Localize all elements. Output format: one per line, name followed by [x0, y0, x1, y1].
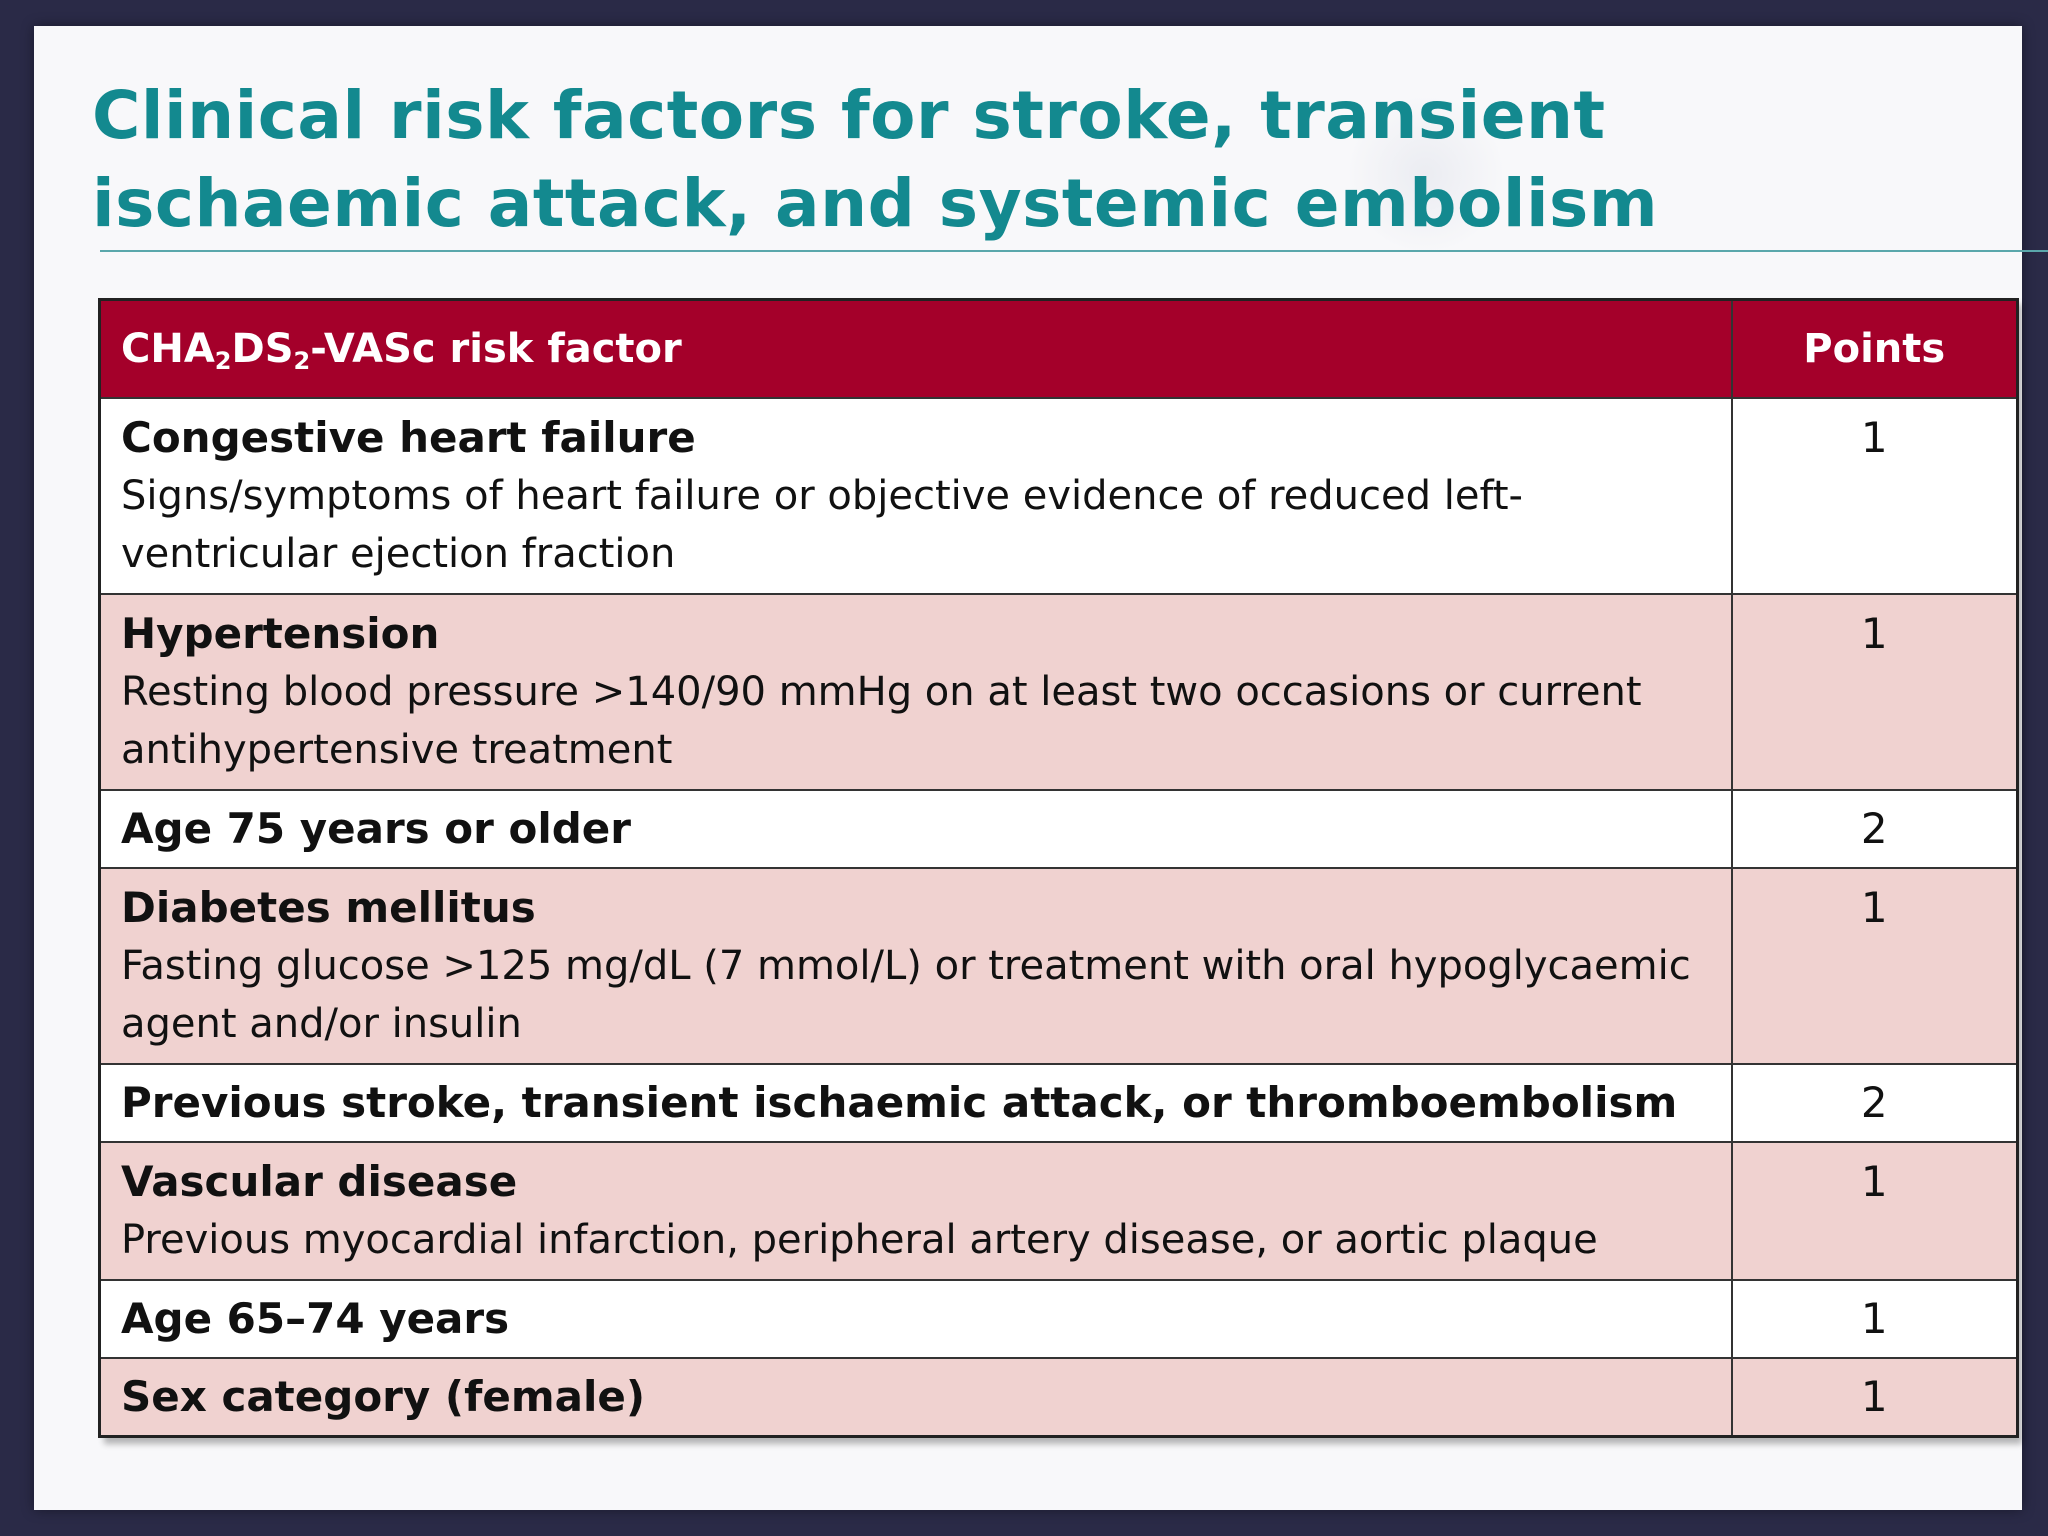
- points-cell: 1: [1732, 868, 2018, 1064]
- risk-factor-cell: [100, 1280, 1732, 1358]
- risk-factor-name: Sex category (female): [121, 1372, 646, 1421]
- points-cell: 1: [1732, 398, 2018, 594]
- risk-factor-cell: [100, 868, 1732, 1064]
- risk-factor-cell: [100, 1064, 1732, 1142]
- table-row: [100, 1064, 2018, 1142]
- risk-factor-table-container: [98, 298, 2016, 1438]
- risk-factor-table: [98, 298, 2019, 1438]
- table-row: [100, 790, 2018, 868]
- points-cell: 1: [1732, 1358, 2018, 1437]
- risk-factor-name: Congestive heart failure: [121, 413, 696, 462]
- points-cell: 1: [1732, 1280, 2018, 1358]
- risk-factor-cell: [100, 1358, 1732, 1437]
- risk-factor-description: Resting blood pressure >140/90 mmHg on at least two occasions or current antihypertensive treatment: [121, 669, 1642, 773]
- table-row: [100, 1358, 2018, 1437]
- risk-factor-cell: [100, 398, 1732, 594]
- risk-factor-description: Previous myocardial infarction, peripheral artery disease, or aortic plaque: [121, 1217, 1598, 1263]
- points-cell: 1: [1732, 594, 2018, 790]
- header-points: Points: [1732, 300, 2018, 399]
- table-row: [100, 398, 2018, 594]
- risk-factor-name: Age 75 years or older: [121, 804, 631, 853]
- table-row: [100, 1142, 2018, 1280]
- risk-factor-name: Previous stroke, transient ischaemic attack, or thromboembolism: [121, 1078, 1678, 1127]
- risk-factor-name: Diabetes mellitus: [121, 883, 536, 932]
- table-header-row: [100, 300, 2018, 399]
- risk-factor-name: Vascular disease: [121, 1157, 518, 1206]
- risk-factor-cell: [100, 790, 1732, 868]
- risk-factor-cell: [100, 1142, 1732, 1280]
- risk-factor-description: Fasting glucose >125 mg/dL (7 mmol/L) or treatment with oral hypoglycaemic agent and/or insulin: [121, 943, 1691, 1047]
- risk-factor-name: Age 65–74 years: [121, 1294, 510, 1343]
- table-row: [100, 594, 2018, 790]
- slide: [34, 26, 2022, 1510]
- points-cell: 1: [1732, 1142, 2018, 1280]
- points-cell: 2: [1732, 790, 2018, 868]
- header-risk-factor: $CHA_2DS_2$-VASc risk factor: [100, 300, 1732, 399]
- table-row: [100, 868, 2018, 1064]
- title-divider: [100, 250, 2048, 252]
- points-cell: 2: [1732, 1064, 2018, 1142]
- risk-factor-cell: [100, 594, 1732, 790]
- risk-factor-description: Signs/symptoms of heart failure or objective evidence of reduced left-ventricular ejection fraction: [121, 473, 1523, 577]
- risk-factor-name: Hypertension: [121, 609, 440, 658]
- table-row: [100, 1280, 2018, 1358]
- slide-title: Clinical risk factors for stroke, transient ischaemic attack, and systemic embolism: [92, 77, 1659, 242]
